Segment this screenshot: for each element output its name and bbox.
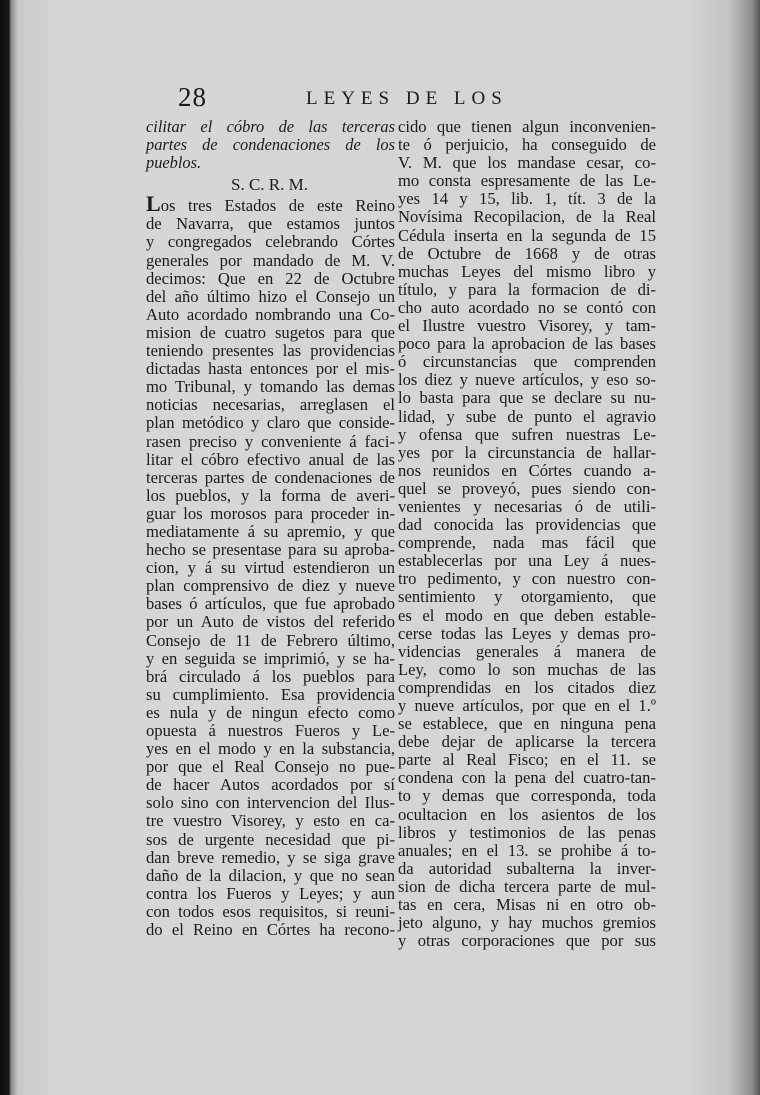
text-line: mision de cuatro sugetos para que [146,322,395,342]
text-line: to y demas que corresponda, toda [398,786,656,806]
text-line: yes 14 y 15, lib. 1, tít. 3 de la [398,189,656,209]
text-line: debe dejar de aplicarse la tercera [398,732,656,752]
running-title: LEYES DE LOS [306,88,508,109]
text-line: cerse todas las Leyes y demas pro- [398,623,656,643]
text-line: bases ó artículos, que fue aprobado [146,594,395,614]
text-line: yes por la circunstancia de hallar- [398,442,656,462]
text-line: contra los Fueros y Leyes; y aun [146,883,395,903]
text-line: dan breve remedio, y se siga grave [146,847,395,867]
text-line: y ofensa que sufren nuestras Le- [398,424,656,444]
text-line: y congregados celebrando Córtes [146,232,395,252]
text-line: establecerlas por una Ley á nues- [398,551,656,571]
text-line: de Navarra, que estamos juntos [146,214,395,234]
text-line: mo Tribunal, y tomando las demas [146,377,395,397]
text-line: es el modo en que deben estable- [398,605,656,625]
text-line: cion, y á su virtud estendieron un [146,558,395,578]
text-line: parte al Real Fisco; en el 11. se [398,750,656,770]
text-line: plan metódico y claro que conside- [146,413,395,433]
text-line: los diez y nueve artículos, y eso so- [398,370,656,390]
text-line: litar el cóbro efectivo anual de las [146,449,395,469]
text-line: tre vuestro Visorey, y esto en ca- [146,811,395,831]
text-line: Auto acordado nombrando una Co- [146,304,395,324]
text-line: solo sino con intervencion del Ilus- [146,793,395,813]
text-line [146,191,395,217]
text-line: plan comprensivo de diez y nueve [146,576,395,596]
text-line: daño de la dilacion, y que no sean [146,865,395,885]
text-line: tas en cera, Misas ni en otro ob- [398,895,656,915]
text-line: ocultacion en los asientos de los [398,804,656,824]
text-line: do el Reino en Córtes ha recono- [146,920,395,940]
text-line: título, y para la formacion de di- [398,279,656,299]
text-line: jeto alguno, y hay muchos gremios [398,913,656,933]
text-line: noticias necesarias, arreglasen el [146,395,395,415]
italic-heading [146,118,395,172]
text-line: del año último hizo el Consejo un [146,286,395,306]
text-line: guar los morosos para proceder in- [146,503,395,523]
text-line: sos de urgente necesidad que pi- [146,829,395,849]
text-line: por que el Real Consejo no pue- [146,757,395,777]
text-line: quel se proveyó, pues siendo con- [398,478,656,498]
text-line: mo consta espresamente de las Le- [398,171,656,191]
text-line: cido que tienen algun inconvenien- [398,117,656,136]
text-line: por un Auto de vistos del referido [146,612,395,632]
right-column [398,118,656,950]
text-line: libros y testimonios de las penas [398,822,656,842]
drop-cap: L [146,191,161,217]
right-body-text [398,118,656,950]
text-line: yes en el modo y en la substancia, [146,739,395,759]
text-line: Novísima Recopilacion, de la Real [398,207,656,227]
text-line: Cédula inserta en la segunda de 15 [398,225,656,245]
text-line: poco para la aprobacion de las bases [398,334,656,354]
text-line: comprendidas en los citados diez [398,677,656,697]
text-line: de hacer Autos acordados por sí [146,775,395,795]
page-header [0,82,760,112]
text-line: sentimiento y otorgamiento, que [398,587,656,607]
page-number: 28 [178,82,207,112]
text-line: Ley, como lo son muchas de las [398,659,656,679]
text-line: y nueve artículos, por que en el 1.º [398,696,656,715]
text-line: y en seguida se imprimió, y se ha- [146,648,395,668]
text-line: sion de dicha tercera parte de mul- [398,876,656,896]
text-line: pueblos. [146,153,202,173]
text-line: su cumplimiento. Esa providencia [146,684,395,704]
text-line: los pueblos, y la forma de averi- [146,485,395,505]
text-line: brá circulado á los pueblos para [146,666,395,686]
text-line-rest: os tres Estados de este Reino [160,196,395,216]
text-line: cho auto acordado no se contó con [398,297,656,317]
text-line: rasen preciso y conveniente á faci- [146,431,395,451]
text-line: y otras corporaciones que por sus [398,931,656,951]
text-line: terceras partes de condenaciones de [146,467,395,487]
left-column [146,118,395,939]
text-line: teniendo presentes las providencias [146,341,395,361]
text-line: tro pedimento, y con nuestro con- [398,569,656,589]
text-line: te ó perjuicio, ha conseguido de [398,135,656,155]
text-line: partes de condenaciones de los [146,135,395,155]
text-line: decimos: Que en 22 de Octubre [146,268,395,288]
text-line: se establece, que en ninguna pena [398,714,656,734]
text-line: V. M. que los mandase cesar, co- [398,153,656,173]
text-line: de Octubre de 1668 y de otras [398,243,656,263]
text-line: videncias generales á manera de [398,641,656,661]
text-line: dad conocida las providencias que [398,515,656,535]
text-line: lidad, y sube de punto el agravio [398,406,656,426]
text-line: mediatamente á su apremio, y que [146,521,395,541]
text-line: con todos esos requisitos, si reuni- [146,901,395,921]
text-line: venientes y necesarias ó de utili- [398,496,656,516]
text-line: dictadas hasta entonces por el mis- [146,359,395,379]
text-line: opuesta á nuestros Fueros y Le- [146,721,395,740]
text-line: el Ilustre vuestro Visorey, y tam- [398,316,656,336]
text-line: condena con la pena del cuatro-tan- [398,768,656,788]
text-line: ó circunstancias que comprenden [398,352,656,372]
text-line: hecho se presentase para su aproba- [146,540,395,560]
left-body-text [146,191,395,940]
text-line: comprende, nada mas fácil que [398,533,656,553]
salutation: S. C. R. M. [231,175,308,195]
text-line: da autoridad subalterna la inver- [398,858,656,878]
text-line: muchas Leyes del mismo libro y [398,261,656,281]
text-line: generales por mandado de M. V. [146,250,395,270]
text-line: Consejo de 11 de Febrero último, [146,630,395,650]
text-line: nos reunidos en Córtes cuando a- [398,460,656,480]
text-line: lo basta para que se declare su nu- [398,388,656,408]
text-line: cilitar el cóbro de las terceras [146,117,395,136]
text-line: anuales; en el 13. se prohibe á to- [398,840,656,860]
text-line: es nula y de ningun efecto como [146,702,395,722]
